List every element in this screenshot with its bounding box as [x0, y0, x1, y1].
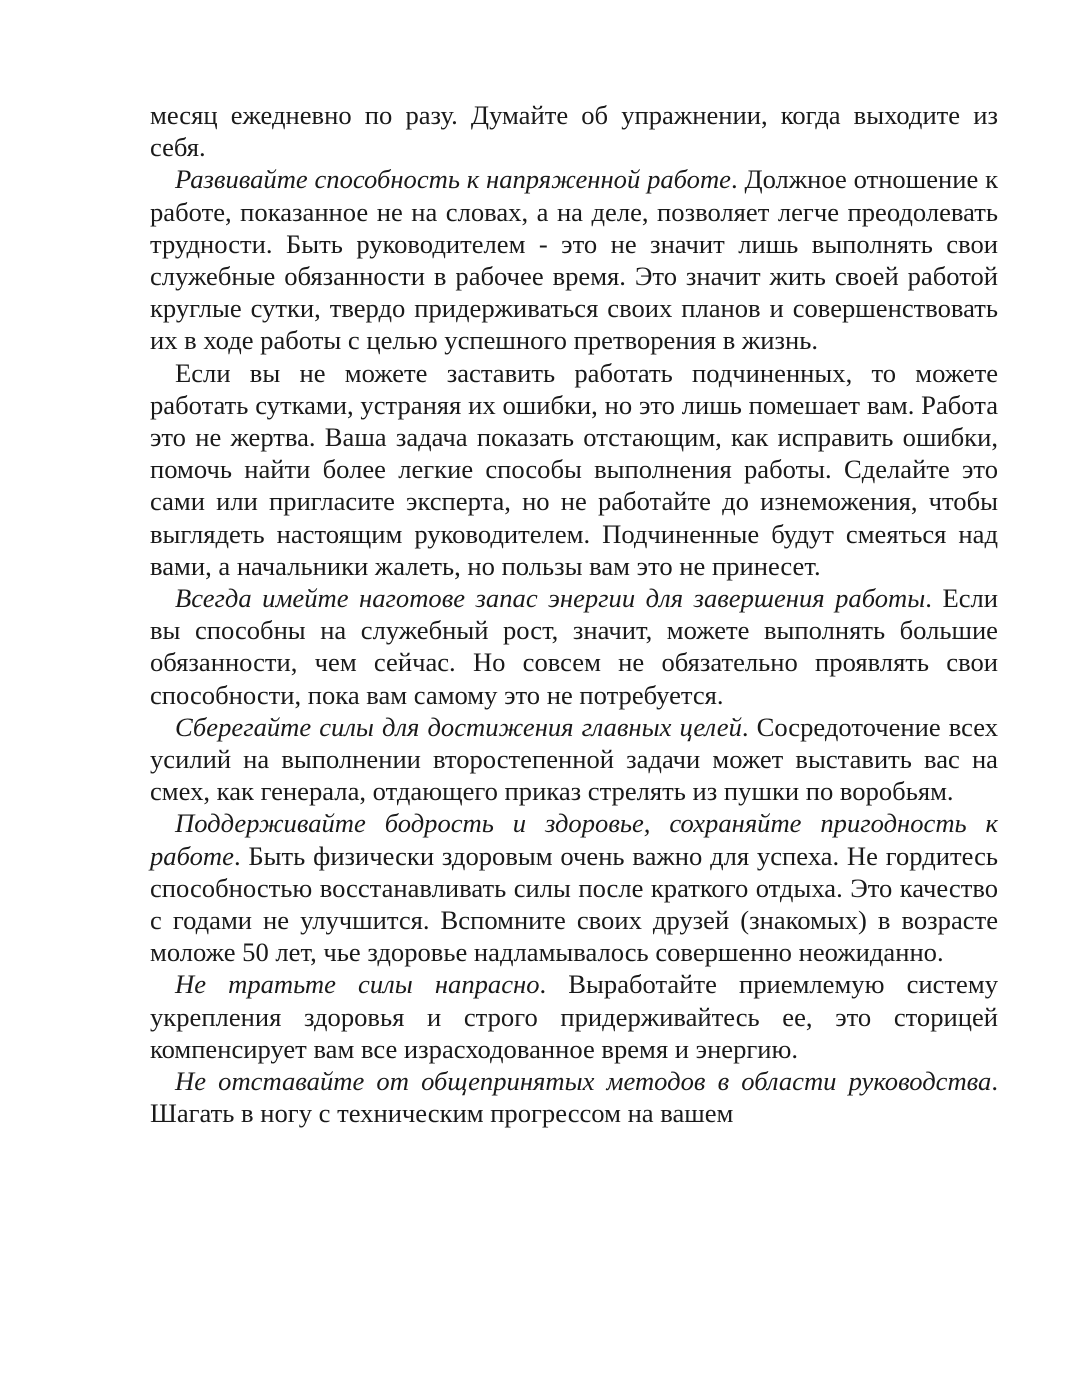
paragraph-text: . Шагать в ногу с техническим прогрессом на вашем: [150, 1066, 998, 1129]
paragraph-lead: Не отставайте от общепринятых методов в области руководства: [175, 1066, 992, 1097]
paragraph-text: . Сосредоточение всех усилий на выполнении второстепенной задачи может выставить вас на смех, как генерала, отдающего приказ стрелять из пушки по воробьям.: [150, 711, 998, 807]
paragraph-text: . Быть физически здоровым очень важно для успеха. Не гордитесь способностью восстанавливать силы после краткого отдыха. Это качество с годами не улучшится. Вспомните своих друзей (знакомых) в возрасте моложе 50 лет, чье здоровье надламывалось совершенно неожиданно.: [150, 840, 998, 968]
paragraph-5: [150, 711, 998, 808]
paragraph-lead: Развивайте способность к напряженной работе: [175, 164, 731, 195]
paragraph-4: [150, 582, 998, 711]
paragraph-lead: Сберегайте силы для достижения главных целей: [175, 711, 742, 742]
document-page: [150, 99, 998, 1130]
paragraph-3: [150, 357, 998, 582]
paragraph-6: [150, 807, 998, 968]
paragraph-text: . Выработайте приемлемую систему укрепления здоровья и строго придерживайтесь ее, это сторицей компенсирует вам все израсходованное время и энергию.: [150, 969, 998, 1064]
paragraph-2: [150, 163, 998, 356]
paragraph-7: [150, 968, 998, 1065]
paragraph-lead: Не тратьте силы напрасно: [175, 969, 540, 1000]
paragraph-text: . Должное отношение к работе, показанное не на словах, а на деле, позволяет легче преодолевать трудности. Быть руководителем - это не значит лишь выполнять свои служебные обязанности в рабочее время. Это значит жить своей работой круглые сутки, твердо придерживаться своих планов и совершенствовать их в ходе работы с целью успешного претворения в жизнь.: [150, 164, 998, 356]
paragraph-1: [150, 99, 998, 163]
paragraph-lead: Всегда имейте наготове запас энергии для завершения работы: [175, 583, 926, 614]
paragraph-lead: Поддерживайте бодрость и здоровье, сохраняйте пригодность к работе: [150, 808, 998, 871]
paragraph-8: [150, 1065, 998, 1129]
paragraph-text: Если вы не можете заставить работать подчиненных, то можете работать сутками, устраняя их ошибки, но это лишь помешает вам. Работа это не жертва. Ваша задача показать отстающим, как исправить ошибки, помочь найти более легкие способы выполнения работы. Сделайте это сами или пригласите эксперта, но не работайте до изнеможения, чтобы выглядеть настоящим руководителем. Подчиненные будут смеяться над вами, а начальники жалеть, но пользы вам это не принесет.: [150, 357, 998, 581]
paragraph-text: месяц ежедневно по разу. Думайте об упражнении, когда выходите из себя.: [150, 100, 998, 163]
paragraph-text: . Если вы способны на служебный рост, значит, можете выполнять большие обязанности, чем сейчас. Но совсем не обязательно проявлять свои способности, пока вам самому это не потребуется.: [150, 583, 998, 710]
